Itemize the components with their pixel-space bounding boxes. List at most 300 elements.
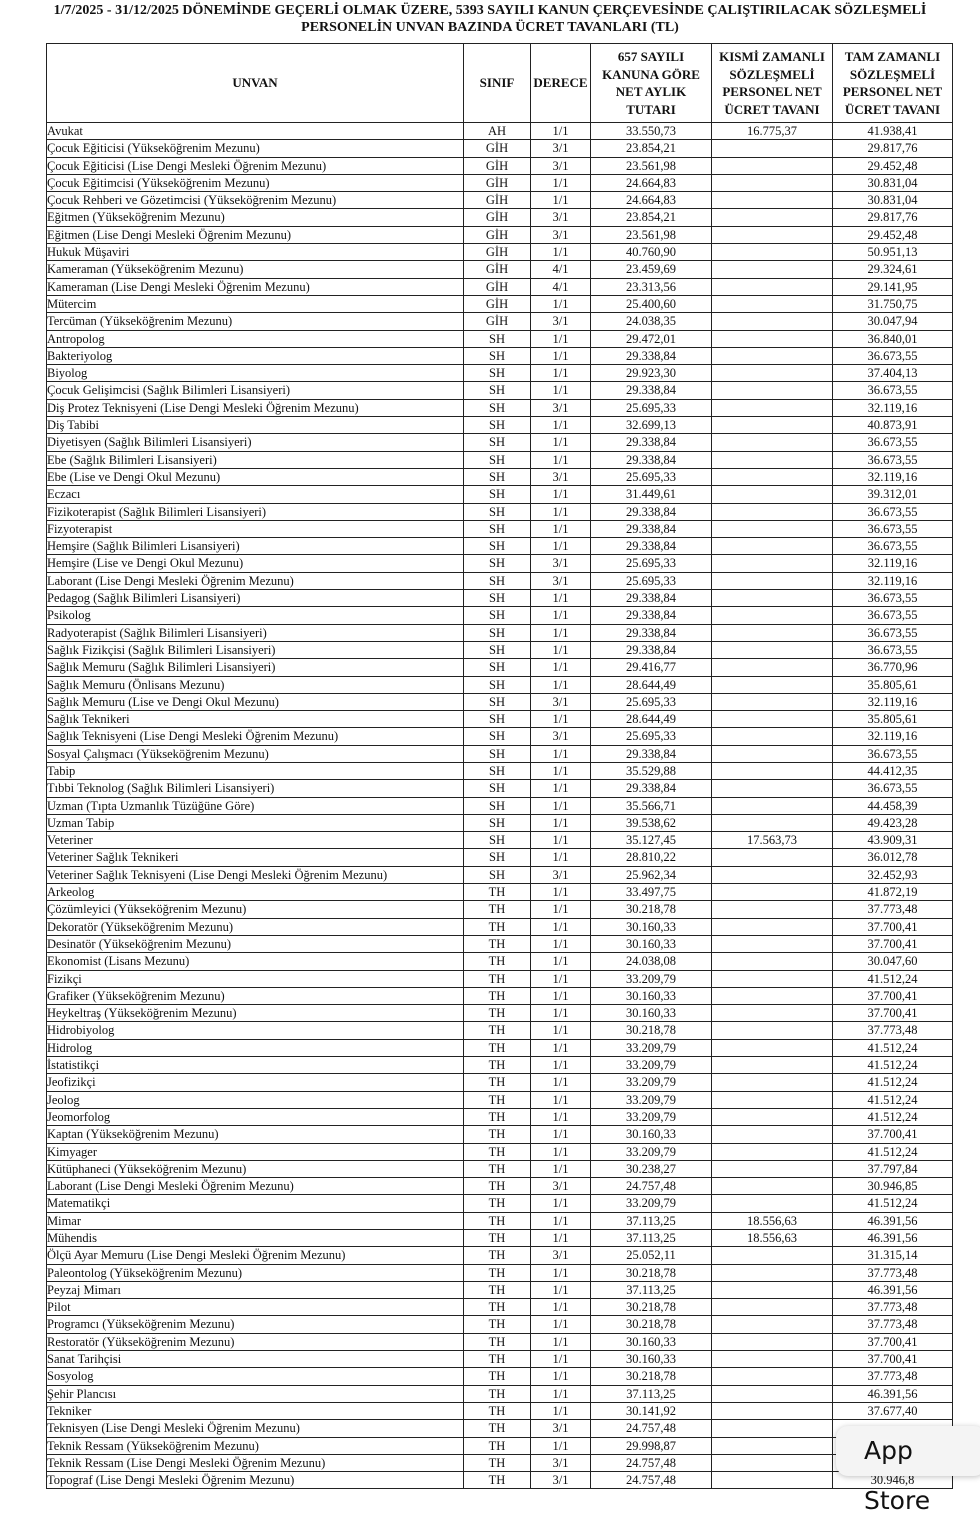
cell-unvan: Sağlık Teknikeri xyxy=(47,711,464,728)
cell-net-aylik: 25.695,33 xyxy=(591,399,712,416)
cell-net-aylik: 25.695,33 xyxy=(591,693,712,710)
cell-sinif: TH xyxy=(464,918,531,935)
cell-derece: 1/1 xyxy=(531,832,591,849)
cell-tam-zamanli: 37.773,48 xyxy=(833,1299,953,1316)
cell-kismi-zamanli xyxy=(712,970,833,987)
cell-derece: 3/1 xyxy=(531,157,591,174)
cell-tam-zamanli: 36.673,55 xyxy=(833,590,953,607)
cell-derece: 1/1 xyxy=(531,1091,591,1108)
cell-net-aylik: 33.209,79 xyxy=(591,1195,712,1212)
cell-tam-zamanli: 41.512,24 xyxy=(833,1195,953,1212)
table-row xyxy=(47,244,953,261)
cell-sinif: TH xyxy=(464,1368,531,1385)
cell-unvan: Çocuk Eğiticisi (Yükseköğrenim Mezunu) xyxy=(47,140,464,157)
header-sinif: SINIF xyxy=(464,44,531,123)
cell-tam-zamanli: 36.770,96 xyxy=(833,659,953,676)
cell-sinif: SH xyxy=(464,659,531,676)
table-row xyxy=(47,797,953,814)
cell-sinif: TH xyxy=(464,1454,531,1471)
cell-unvan: Fizyoterapist xyxy=(47,520,464,537)
cell-unvan: Diş Protez Teknisyeni (Lise Dengi Mesleki Öğrenim Mezunu) xyxy=(47,399,464,416)
cell-derece: 1/1 xyxy=(531,970,591,987)
cell-derece: 1/1 xyxy=(531,1368,591,1385)
title-line-1: 1/7/2025 - 31/12/2025 DÖNEMİNDE GEÇERLİ OLMAK ÜZERE, 5393 SAYILI KANUN ÇERÇEVESİNDE ÇALIŞTIRILACAK SÖZLEŞMELİ xyxy=(53,3,927,18)
cell-derece: 3/1 xyxy=(531,693,591,710)
cell-tam-zamanli: 50.951,13 xyxy=(833,244,953,261)
cell-unvan: Hemşire (Lise ve Dengi Okul Mezunu) xyxy=(47,555,464,572)
cell-sinif: SH xyxy=(464,797,531,814)
cell-net-aylik: 23.561,98 xyxy=(591,157,712,174)
table-row xyxy=(47,641,953,658)
cell-tam-zamanli: 36.673,55 xyxy=(833,503,953,520)
cell-kismi-zamanli xyxy=(712,434,833,451)
cell-net-aylik: 29.338,84 xyxy=(591,780,712,797)
cell-derece: 1/1 xyxy=(531,1281,591,1298)
table-row xyxy=(47,814,953,831)
cell-derece: 1/1 xyxy=(531,953,591,970)
cell-sinif: TH xyxy=(464,1281,531,1298)
table-row xyxy=(47,1454,953,1471)
cell-derece: 1/1 xyxy=(531,711,591,728)
cell-tam-zamanli: 37.700,41 xyxy=(833,1351,953,1368)
cell-derece: 1/1 xyxy=(531,814,591,831)
cell-sinif: SH xyxy=(464,780,531,797)
cell-derece: 3/1 xyxy=(531,468,591,485)
table-row xyxy=(47,849,953,866)
cell-tam-zamanli: 29.817,76 xyxy=(833,209,953,226)
cell-sinif: SH xyxy=(464,814,531,831)
cell-sinif: SH xyxy=(464,641,531,658)
table-row xyxy=(47,1316,953,1333)
cell-kismi-zamanli xyxy=(712,261,833,278)
cell-net-aylik: 29.416,77 xyxy=(591,659,712,676)
cell-unvan: Hukuk Müşaviri xyxy=(47,244,464,261)
cell-sinif: SH xyxy=(464,382,531,399)
cell-derece: 1/1 xyxy=(531,192,591,209)
table-row xyxy=(47,1091,953,1108)
cell-unvan: Çözümleyici (Yükseköğrenim Mezunu) xyxy=(47,901,464,918)
cell-unvan: Çocuk Eğiticisi (Lise Dengi Mesleki Öğrenim Mezunu) xyxy=(47,157,464,174)
table-row xyxy=(47,572,953,589)
cell-net-aylik: 29.338,84 xyxy=(591,451,712,468)
cell-net-aylik: 30.160,33 xyxy=(591,1351,712,1368)
cell-net-aylik: 28.644,49 xyxy=(591,676,712,693)
cell-kismi-zamanli xyxy=(712,590,833,607)
cell-sinif: SH xyxy=(464,832,531,849)
cell-net-aylik: 30.218,78 xyxy=(591,1264,712,1281)
cell-net-aylik: 33.209,79 xyxy=(591,1039,712,1056)
cell-sinif: TH xyxy=(464,884,531,901)
cell-net-aylik: 37.113,25 xyxy=(591,1281,712,1298)
cell-sinif: GİH xyxy=(464,313,531,330)
cell-kismi-zamanli xyxy=(712,1057,833,1074)
cell-kismi-zamanli xyxy=(712,953,833,970)
cell-kismi-zamanli xyxy=(712,503,833,520)
cell-derece: 3/1 xyxy=(531,572,591,589)
cell-sinif: TH xyxy=(464,1074,531,1091)
cell-tam-zamanli: 31.315,14 xyxy=(833,1247,953,1264)
cell-derece: 1/1 xyxy=(531,503,591,520)
cell-kismi-zamanli xyxy=(712,347,833,364)
cell-tam-zamanli: 29.452,48 xyxy=(833,157,953,174)
cell-unvan: Tercüman (Yükseköğrenim Mezunu) xyxy=(47,313,464,330)
app-store-label: App Store xyxy=(864,1436,931,1515)
table-row xyxy=(47,486,953,503)
cell-kismi-zamanli xyxy=(712,762,833,779)
cell-net-aylik: 24.757,48 xyxy=(591,1454,712,1471)
cell-tam-zamanli: 29.452,48 xyxy=(833,226,953,243)
cell-kismi-zamanli xyxy=(712,1126,833,1143)
cell-tam-zamanli: 39.312,01 xyxy=(833,486,953,503)
cell-derece: 3/1 xyxy=(531,1420,591,1437)
cell-unvan: Sağlık Memuru (Lise ve Dengi Okul Mezunu) xyxy=(47,693,464,710)
cell-unvan: Hidrolog xyxy=(47,1039,464,1056)
cell-kismi-zamanli xyxy=(712,1351,833,1368)
cell-unvan: Laborant (Lise Dengi Mesleki Öğrenim Mezunu) xyxy=(47,572,464,589)
table-row xyxy=(47,745,953,762)
cell-kismi-zamanli xyxy=(712,918,833,935)
cell-sinif: TH xyxy=(464,1437,531,1454)
cell-unvan: Uzman Tabip xyxy=(47,814,464,831)
cell-kismi-zamanli xyxy=(712,659,833,676)
table-row xyxy=(47,624,953,641)
cell-derece: 1/1 xyxy=(531,918,591,935)
cell-derece: 3/1 xyxy=(531,1454,591,1471)
cell-net-aylik: 23.459,69 xyxy=(591,261,712,278)
cell-sinif: GİH xyxy=(464,226,531,243)
cell-unvan: Mimar xyxy=(47,1212,464,1229)
cell-kismi-zamanli xyxy=(712,1108,833,1125)
cell-derece: 4/1 xyxy=(531,278,591,295)
table-row xyxy=(47,1333,953,1350)
cell-unvan: Çocuk Eğitimcisi (Yükseköğrenim Mezunu) xyxy=(47,174,464,191)
cell-tam-zamanli: 32.119,16 xyxy=(833,468,953,485)
cell-unvan: Sosyolog xyxy=(47,1368,464,1385)
cell-sinif: TH xyxy=(464,1143,531,1160)
cell-sinif: GİH xyxy=(464,140,531,157)
cell-tam-zamanli: 35.805,61 xyxy=(833,676,953,693)
cell-derece: 1/1 xyxy=(531,434,591,451)
cell-sinif: GİH xyxy=(464,261,531,278)
cell-tam-zamanli: 36.673,55 xyxy=(833,745,953,762)
cell-derece: 1/1 xyxy=(531,1264,591,1281)
cell-net-aylik: 37.113,25 xyxy=(591,1230,712,1247)
cell-unvan: Ölçü Ayar Memuru (Lise Dengi Mesleki Öğrenim Mezunu) xyxy=(47,1247,464,1264)
cell-unvan: Programcı (Yükseköğrenim Mezunu) xyxy=(47,1316,464,1333)
cell-derece: 1/1 xyxy=(531,417,591,434)
table-row xyxy=(47,347,953,364)
cell-tam-zamanli: 32.452,93 xyxy=(833,866,953,883)
cell-derece: 1/1 xyxy=(531,1299,591,1316)
cell-sinif: TH xyxy=(464,1091,531,1108)
cell-sinif: GİH xyxy=(464,192,531,209)
cell-derece: 1/1 xyxy=(531,901,591,918)
cell-sinif: SH xyxy=(464,590,531,607)
cell-net-aylik: 35.529,88 xyxy=(591,762,712,779)
table-row xyxy=(47,1057,953,1074)
table-body xyxy=(47,123,953,1489)
cell-kismi-zamanli xyxy=(712,226,833,243)
cell-unvan: Kameraman (Yükseköğrenim Mezunu) xyxy=(47,261,464,278)
cell-sinif: GİH xyxy=(464,157,531,174)
cell-kismi-zamanli xyxy=(712,1143,833,1160)
cell-tam-zamanli: 37.773,48 xyxy=(833,901,953,918)
table-row xyxy=(47,1420,953,1437)
cell-kismi-zamanli xyxy=(712,313,833,330)
cell-net-aylik: 35.127,45 xyxy=(591,832,712,849)
table-row xyxy=(47,590,953,607)
header-derece: DERECE xyxy=(531,44,591,123)
cell-net-aylik: 30.160,33 xyxy=(591,935,712,952)
cell-unvan: Tekniker xyxy=(47,1402,464,1419)
title-line-2: PERSONELİN UNVAN BAZINDA ÜCRET TAVANLARI (TL) xyxy=(301,20,679,35)
cell-sinif: AH xyxy=(464,123,531,140)
cell-tam-zamanli: 41.512,24 xyxy=(833,1143,953,1160)
table-row xyxy=(47,468,953,485)
cell-kismi-zamanli xyxy=(712,745,833,762)
cell-unvan: Sağlık Fizikçisi (Sağlık Bilimleri Lisansiyeri) xyxy=(47,641,464,658)
cell-unvan: Sanat Tarihçisi xyxy=(47,1351,464,1368)
cell-sinif: TH xyxy=(464,1316,531,1333)
table-row xyxy=(47,884,953,901)
cell-sinif: SH xyxy=(464,711,531,728)
cell-derece: 3/1 xyxy=(531,555,591,572)
cell-sinif: SH xyxy=(464,399,531,416)
cell-unvan: Desinatör (Yükseköğrenim Mezunu) xyxy=(47,935,464,952)
app-store-badge[interactable] xyxy=(836,1426,980,1515)
cell-unvan: Antropolog xyxy=(47,330,464,347)
cell-unvan: Psikolog xyxy=(47,607,464,624)
cell-kismi-zamanli xyxy=(712,365,833,382)
cell-sinif: TH xyxy=(464,1039,531,1056)
cell-sinif: SH xyxy=(464,693,531,710)
cell-unvan: Restoratör (Yükseköğrenim Mezunu) xyxy=(47,1333,464,1350)
cell-derece: 1/1 xyxy=(531,1333,591,1350)
table-row xyxy=(47,295,953,312)
table-row xyxy=(47,1212,953,1229)
cell-derece: 1/1 xyxy=(531,935,591,952)
cell-tam-zamanli: 37.700,41 xyxy=(833,1126,953,1143)
cell-sinif: TH xyxy=(464,1264,531,1281)
cell-derece: 3/1 xyxy=(531,209,591,226)
cell-net-aylik: 24.757,48 xyxy=(591,1178,712,1195)
cell-kismi-zamanli: 17.563,73 xyxy=(712,832,833,849)
cell-kismi-zamanli xyxy=(712,399,833,416)
cell-derece: 1/1 xyxy=(531,1143,591,1160)
cell-tam-zamanli: 36.840,01 xyxy=(833,330,953,347)
cell-net-aylik: 31.449,61 xyxy=(591,486,712,503)
table-row xyxy=(47,157,953,174)
cell-derece: 1/1 xyxy=(531,382,591,399)
cell-sinif: TH xyxy=(464,1022,531,1039)
cell-kismi-zamanli xyxy=(712,520,833,537)
cell-net-aylik: 29.998,87 xyxy=(591,1437,712,1454)
table-row xyxy=(47,1281,953,1298)
cell-kismi-zamanli xyxy=(712,157,833,174)
cell-sinif: SH xyxy=(464,555,531,572)
cell-derece: 1/1 xyxy=(531,884,591,901)
cell-tam-zamanli: 36.673,55 xyxy=(833,780,953,797)
cell-derece: 1/1 xyxy=(531,451,591,468)
cell-tam-zamanli: 36.673,55 xyxy=(833,382,953,399)
cell-unvan: Arkeolog xyxy=(47,884,464,901)
cell-derece: 1/1 xyxy=(531,1437,591,1454)
cell-kismi-zamanli xyxy=(712,382,833,399)
cell-tam-zamanli: 37.700,41 xyxy=(833,918,953,935)
cell-net-aylik: 25.962,34 xyxy=(591,866,712,883)
cell-derece: 1/1 xyxy=(531,1126,591,1143)
cell-derece: 1/1 xyxy=(531,486,591,503)
cell-derece: 3/1 xyxy=(531,226,591,243)
cell-tam-zamanli: 37.773,48 xyxy=(833,1022,953,1039)
cell-net-aylik: 23.854,21 xyxy=(591,140,712,157)
cell-net-aylik: 39.538,62 xyxy=(591,814,712,831)
cell-tam-zamanli: 49.423,28 xyxy=(833,814,953,831)
cell-sinif: TH xyxy=(464,970,531,987)
table-row xyxy=(47,1402,953,1419)
cell-net-aylik: 30.218,78 xyxy=(591,901,712,918)
cell-tam-zamanli: 32.119,16 xyxy=(833,693,953,710)
cell-unvan: Eğitmen (Yükseköğrenim Mezunu) xyxy=(47,209,464,226)
cell-net-aylik: 33.209,79 xyxy=(591,970,712,987)
cell-sinif: SH xyxy=(464,503,531,520)
cell-unvan: Veteriner Sağlık Teknisyeni (Lise Dengi Mesleki Öğrenim Mezunu) xyxy=(47,866,464,883)
cell-unvan: Jeofizikçi xyxy=(47,1074,464,1091)
cell-tam-zamanli: 32.119,16 xyxy=(833,399,953,416)
cell-net-aylik: 29.472,01 xyxy=(591,330,712,347)
table-row xyxy=(47,417,953,434)
table-row xyxy=(47,866,953,883)
cell-kismi-zamanli xyxy=(712,538,833,555)
cell-tam-zamanli: 41.512,24 xyxy=(833,1091,953,1108)
cell-net-aylik: 29.338,84 xyxy=(591,538,712,555)
cell-unvan: Teknisyen (Lise Dengi Mesleki Öğrenim Mezunu) xyxy=(47,1420,464,1437)
table-row xyxy=(47,174,953,191)
cell-kismi-zamanli xyxy=(712,987,833,1004)
cell-sinif: TH xyxy=(464,1212,531,1229)
cell-tam-zamanli: 37.700,41 xyxy=(833,1005,953,1022)
cell-kismi-zamanli xyxy=(712,884,833,901)
cell-sinif: SH xyxy=(464,607,531,624)
table-row xyxy=(47,1437,953,1454)
cell-derece: 1/1 xyxy=(531,1351,591,1368)
cell-net-aylik: 30.160,33 xyxy=(591,987,712,1004)
cell-tam-zamanli: 37.773,48 xyxy=(833,1264,953,1281)
cell-tam-zamanli: 30.831,04 xyxy=(833,174,953,191)
table-row xyxy=(47,365,953,382)
table-row xyxy=(47,192,953,209)
cell-tam-zamanli: 29.324,61 xyxy=(833,261,953,278)
cell-tam-zamanli: 40.873,91 xyxy=(833,417,953,434)
cell-derece: 1/1 xyxy=(531,641,591,658)
cell-net-aylik: 24.038,08 xyxy=(591,953,712,970)
table-header-row xyxy=(47,44,953,123)
cell-sinif: TH xyxy=(464,987,531,1004)
cell-kismi-zamanli xyxy=(712,797,833,814)
cell-sinif: TH xyxy=(464,1402,531,1419)
cell-tam-zamanli: 31.750,75 xyxy=(833,295,953,312)
cell-tam-zamanli: 37.700,41 xyxy=(833,1333,953,1350)
cell-sinif: TH xyxy=(464,953,531,970)
table-row xyxy=(47,434,953,451)
cell-unvan: Sağlık Memuru (Önlisans Mezunu) xyxy=(47,676,464,693)
table-row xyxy=(47,762,953,779)
cell-derece: 3/1 xyxy=(531,866,591,883)
cell-kismi-zamanli xyxy=(712,468,833,485)
cell-derece: 1/1 xyxy=(531,1402,591,1419)
cell-tam-zamanli: 41.938,41 xyxy=(833,123,953,140)
table-row xyxy=(47,607,953,624)
cell-unvan: Mühendis xyxy=(47,1230,464,1247)
cell-kismi-zamanli xyxy=(712,935,833,952)
cell-derece: 1/1 xyxy=(531,624,591,641)
cell-unvan: Topograf (Lise Dengi Mesleki Öğrenim Mezunu) xyxy=(47,1472,464,1489)
document-title xyxy=(0,2,980,36)
cell-kismi-zamanli xyxy=(712,295,833,312)
cell-sinif: TH xyxy=(464,1247,531,1264)
cell-net-aylik: 29.923,30 xyxy=(591,365,712,382)
cell-net-aylik: 33.209,79 xyxy=(591,1143,712,1160)
table-row xyxy=(47,1126,953,1143)
cell-derece: 1/1 xyxy=(531,607,591,624)
cell-unvan: Fizikoterapist (Sağlık Bilimleri Lisansiyeri) xyxy=(47,503,464,520)
cell-tam-zamanli: 43.909,31 xyxy=(833,832,953,849)
cell-kismi-zamanli xyxy=(712,866,833,883)
cell-kismi-zamanli xyxy=(712,624,833,641)
cell-kismi-zamanli xyxy=(712,849,833,866)
cell-derece: 1/1 xyxy=(531,365,591,382)
cell-unvan: Tabip xyxy=(47,762,464,779)
table-row xyxy=(47,330,953,347)
cell-net-aylik: 29.338,84 xyxy=(591,434,712,451)
cell-kismi-zamanli xyxy=(712,1299,833,1316)
cell-net-aylik: 25.052,11 xyxy=(591,1247,712,1264)
cell-net-aylik: 29.338,84 xyxy=(591,503,712,520)
cell-tam-zamanli: 37.773,48 xyxy=(833,1368,953,1385)
cell-sinif: SH xyxy=(464,745,531,762)
cell-kismi-zamanli xyxy=(712,693,833,710)
cell-net-aylik: 29.338,84 xyxy=(591,590,712,607)
cell-tam-zamanli: 44.412,35 xyxy=(833,762,953,779)
table-row xyxy=(47,382,953,399)
cell-sinif: TH xyxy=(464,1230,531,1247)
cell-net-aylik: 29.338,84 xyxy=(591,520,712,537)
cell-sinif: TH xyxy=(464,1005,531,1022)
cell-derece: 1/1 xyxy=(531,295,591,312)
cell-tam-zamanli: 30.831,04 xyxy=(833,192,953,209)
cell-kismi-zamanli xyxy=(712,1022,833,1039)
cell-net-aylik: 29.338,84 xyxy=(591,347,712,364)
cell-derece: 4/1 xyxy=(531,261,591,278)
cell-tam-zamanli: 46.391,56 xyxy=(833,1230,953,1247)
cell-derece: 1/1 xyxy=(531,244,591,261)
cell-net-aylik: 25.695,33 xyxy=(591,728,712,745)
cell-kismi-zamanli xyxy=(712,278,833,295)
cell-net-aylik: 30.160,33 xyxy=(591,1126,712,1143)
cell-sinif: SH xyxy=(464,330,531,347)
cell-kismi-zamanli xyxy=(712,330,833,347)
cell-kismi-zamanli xyxy=(712,1420,833,1437)
cell-unvan: Veteriner Sağlık Teknikeri xyxy=(47,849,464,866)
cell-derece: 1/1 xyxy=(531,745,591,762)
cell-sinif: TH xyxy=(464,1472,531,1489)
cell-tam-zamanli: 41.512,24 xyxy=(833,1039,953,1056)
cell-tam-zamanli: 32.119,16 xyxy=(833,728,953,745)
table-row xyxy=(47,987,953,1004)
cell-tam-zamanli: 36.012,78 xyxy=(833,849,953,866)
table-row xyxy=(47,399,953,416)
table-row xyxy=(47,503,953,520)
